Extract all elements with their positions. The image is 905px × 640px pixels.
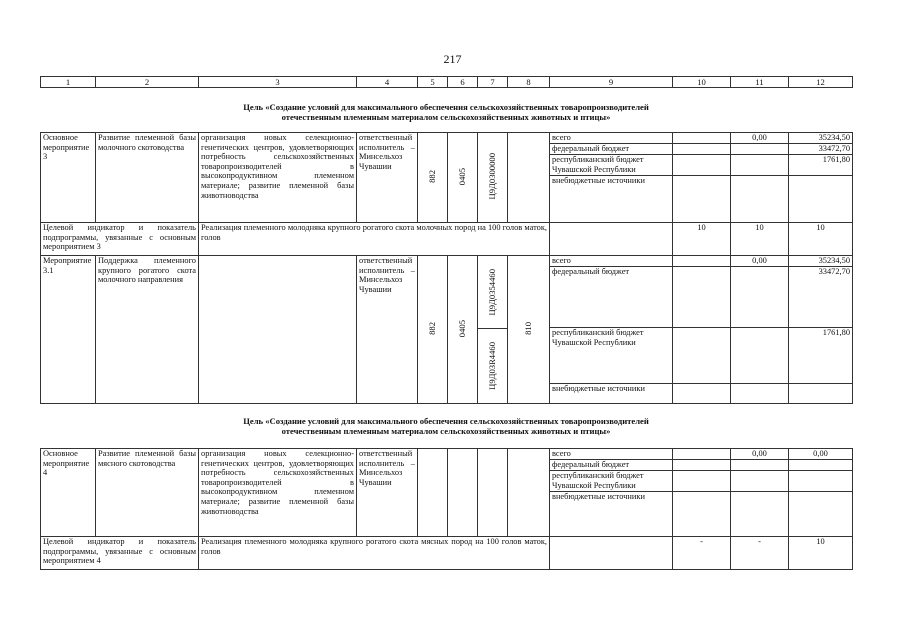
measure-3-table [40,132,853,404]
col-header: 9 [550,77,673,88]
source-label: федеральный бюджет [550,144,672,155]
measure-3-1-code-expense: 810 [522,321,533,335]
goal-heading-1 [40,102,852,123]
measure-3-1-code-ministry: 882 [426,321,437,335]
measure-3-code-section: 0405 [456,167,467,185]
measure-4-tasks: организация новых селекционно-генетических центров, удовлетворяющих потребность сельскохозяйственных товаропроизводителей в высокопродуктивном племенном материале; развитие племенной базы животноводства [199,449,357,537]
col-header: 4 [357,77,418,88]
source-label: федеральный бюджет [550,267,672,328]
goal-line-2: отечественным племенным материалом сельскохозяйственных животных и птицы» [281,112,611,123]
value-col12: 33472,70 [789,267,852,328]
value-col12: 33472,70 [789,144,852,155]
indicator-4-v12: 10 [789,537,853,570]
indicator-4-v10: - [673,537,731,570]
measure-3-tasks: организация новых селекционно-генетических центров, удовлетворяющих потребность сельскохозяйственных товаропроизводителей в высокопродуктивном племенном материале; развитие племенной базы животноводства [199,133,357,223]
source-label: всего [550,449,672,460]
source-label: республиканский бюджет Чувашской Республики [550,471,672,492]
measure-3-1-executor: ответственный исполнитель – Минсельхоз Чувашии [357,256,418,404]
indicator-4-v11: - [731,537,789,570]
measure-3-type: Основное мероприятие 3 [41,133,96,223]
source-label: внебюджетные источники [552,176,645,185]
measure-3-1-title: Поддержка племенного крупного рогатого скота молочного направления [96,256,199,404]
source-label: всего [550,256,672,267]
source-label: всего [550,133,672,144]
column-header-table [40,76,853,88]
indicator-4-label: Целевой индикатор и показатель подпрограммы, увязанные с основным мероприятием 4 [41,537,199,570]
value-col11: 0,00 [731,133,788,144]
indicator-3-v11: 10 [731,223,789,256]
value-col12: 35234,50 [789,256,852,267]
indicator-3-row [41,223,853,256]
measure-3-executor: ответственный исполнитель – Минсельхоз Чувашии [357,133,418,223]
indicator-3-label: Целевой индикатор и показатель подпрограммы, увязанные с основным мероприятием 3 [41,223,199,256]
indicator-3-text: Реализация племенного молодняка крупного рогатого скота молочных пород на 100 голов маток, голов [199,223,550,256]
indicator-3-v10: 10 [673,223,731,256]
value-col11: 0,00 [731,256,788,267]
value-col12: 0,00 [789,449,852,460]
col-header: 10 [673,77,731,88]
source-label: федеральный бюджет [550,460,672,471]
measure-3-code-ministry: 882 [426,169,437,183]
col-header: 11 [731,77,789,88]
value-col12: 1761,80 [789,328,852,384]
value-col11: 0,00 [731,449,788,460]
col-header: 8 [508,77,550,88]
page-number: 217 [443,52,462,66]
goal-line-1: Цель «Создание условий для максимального обеспечения сельскохозяйственных товаропроизводителей [243,102,649,112]
measure-3-1-code-section: 0405 [456,319,467,337]
value-col12: 1761,80 [789,155,852,176]
goal-line-2: отечественным племенным материалом сельскохозяйственных животных и птицы» [281,426,611,437]
indicator-3-v12: 10 [789,223,853,256]
col-header: 7 [478,77,508,88]
measure-3-1-type: Мероприятие 3.1 [41,256,96,404]
col-header: 5 [418,77,448,88]
goal-line-1: Цель «Создание условий для максимального обеспечения сельскохозяйственных товаропроизводителей [243,416,649,426]
indicator-4-row [41,537,853,570]
measure-4-executor: ответственный исполнитель – Минсельхоз Чувашии [357,449,418,537]
col-header: 1 [41,77,96,88]
measure-4-title: Развитие племенной базы мясного скотоводства [96,449,199,537]
source-label: республиканский бюджет Чувашской Республики [550,155,672,176]
value-col12: 35234,50 [789,133,852,144]
goal-heading-2 [40,416,852,437]
measure-3-1-code-target-b: Ц9Д03R4460 [486,342,497,390]
col-header: 12 [789,77,853,88]
source-label: внебюджетные источники [552,384,645,393]
col-header: 2 [96,77,199,88]
measure-4-table [40,448,853,570]
col-header: 3 [199,77,357,88]
indicator-4-text: Реализация племенного молодняка крупного рогатого скота мясных пород на 100 голов маток, голов [199,537,550,570]
source-label: внебюджетные источники [552,492,645,501]
measure-3-1-code-target-a: Ц9Д0354460 [486,268,497,316]
measure-4-row [41,449,853,537]
col-header: 6 [448,77,478,88]
source-label: республиканский бюджет Чувашской Республики [550,328,672,384]
measure-3-code-target: Ц9Д0300000 [486,152,497,200]
measure-4-type: Основное мероприятие 4 [41,449,96,537]
measure-3-title: Развитие племенной базы молочного скотоводства [96,133,199,223]
measure-3-1-row [41,256,853,404]
measure-3-row [41,133,853,223]
